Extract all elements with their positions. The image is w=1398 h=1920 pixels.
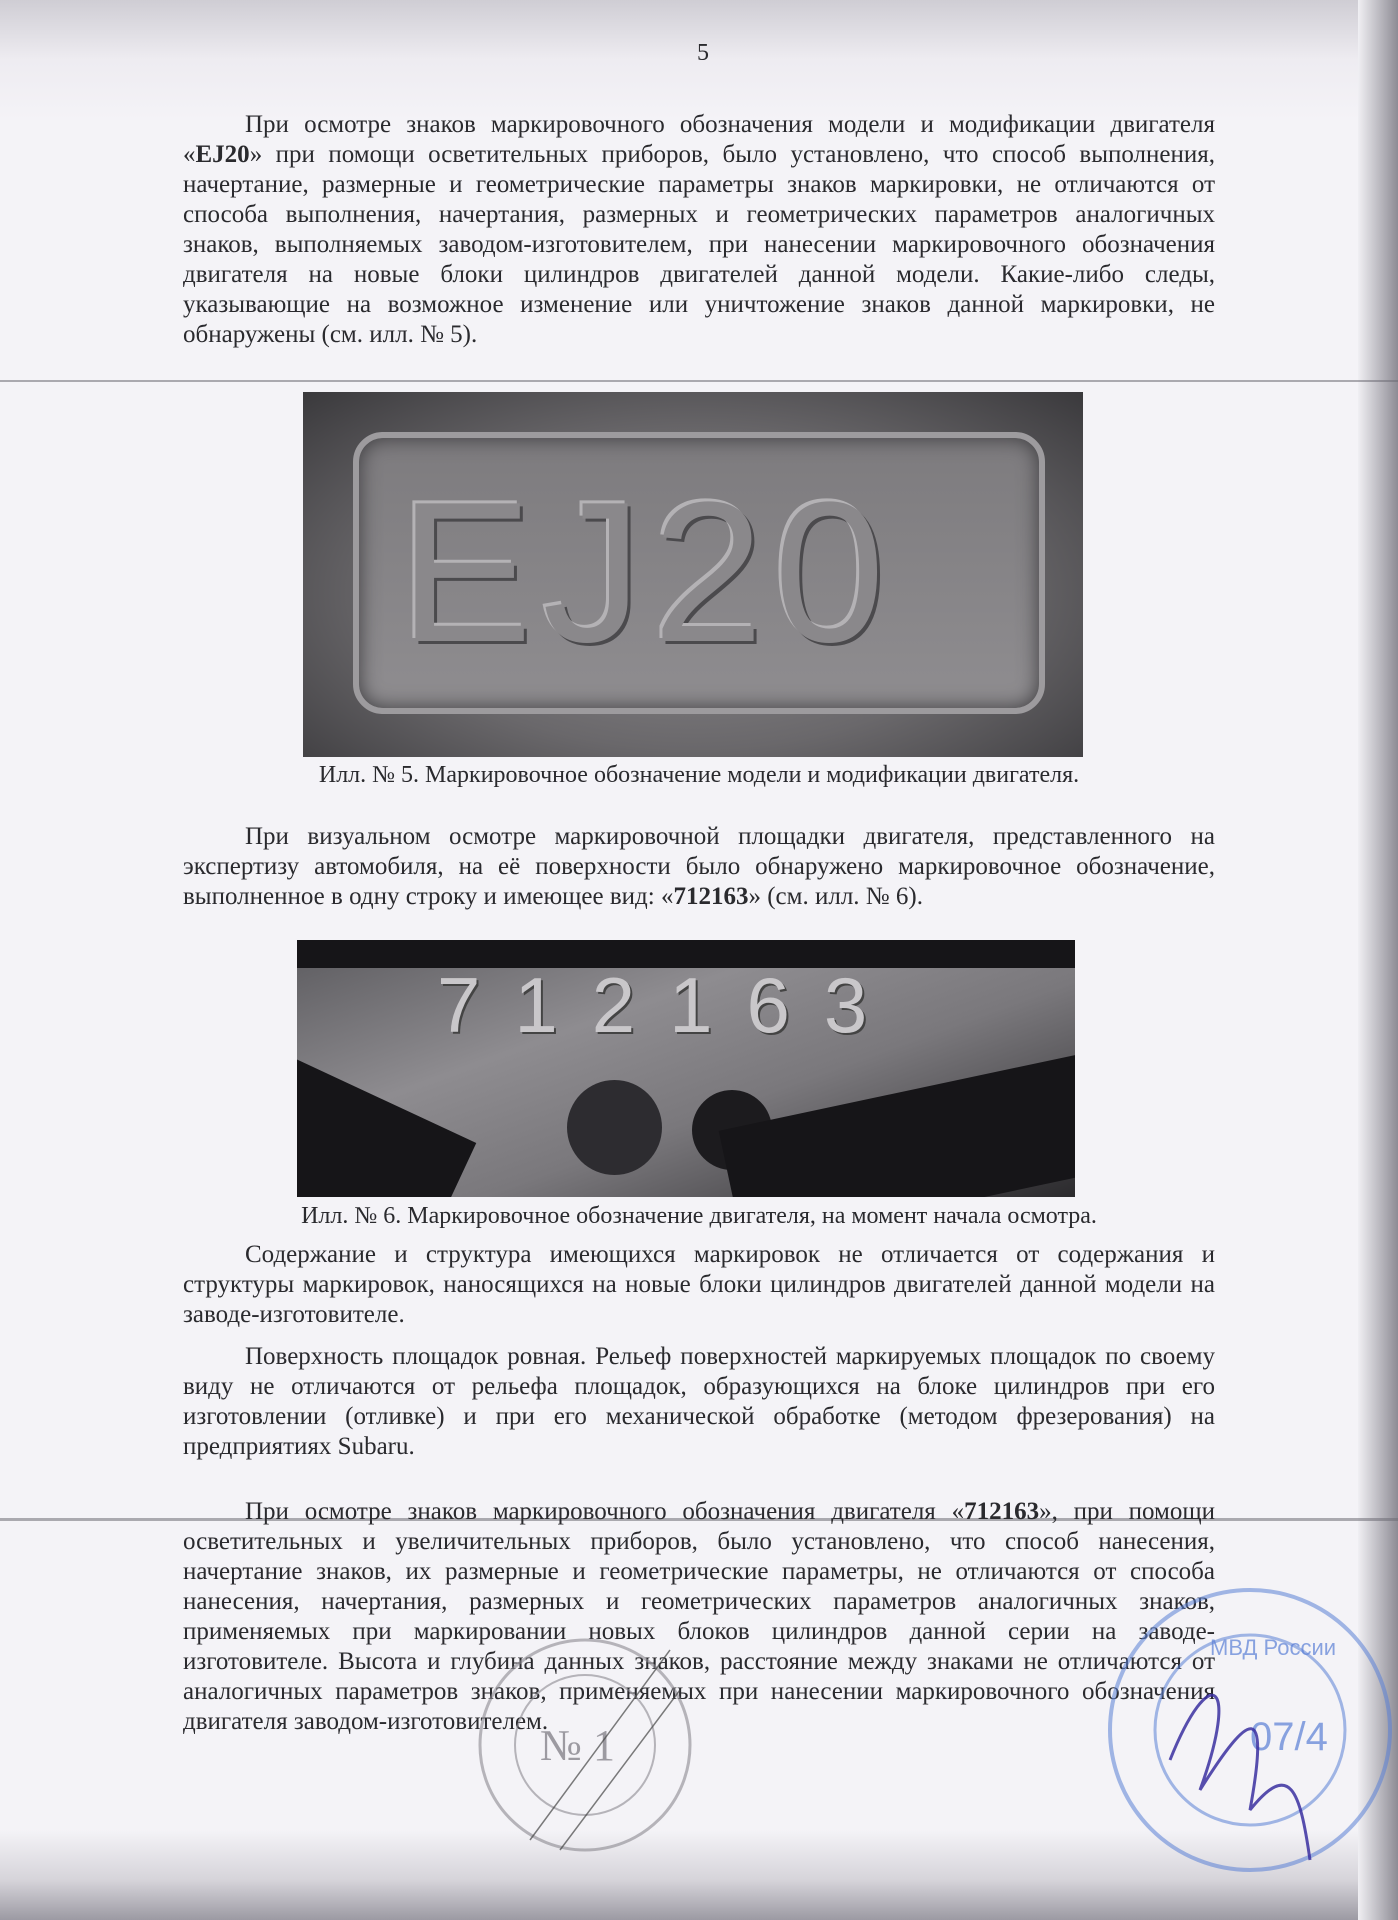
svg-text:МВД России: МВД России (1210, 1635, 1337, 1660)
gray-round-stamp (470, 1630, 700, 1860)
figure-caption-5: Илл. № 5. Маркировочное обозначение модели и модификации двигателя. (318, 762, 1080, 788)
svg-text:07/4: 07/4 (1250, 1715, 1328, 1759)
paragraph-ej20-inspection: При осмотре знаков маркировочного обозначения модели и модификации двигателя «EJ20» при помощи осветительных приборов, было установлено, что способ выполнения, начертание, размерные и геометрические параметры знаков маркировки, не отличаются от способа выполнения, начертания, размерных и геометрических параметров аналогичных знаков, выполняемых заводом-изготовителем, при нанесении маркировочного обозначения двигателя на новые блоки цилиндров двигателей данной модели. Какие-либо следы, указывающие на возможное изменение или уничтожение знаков данной маркировки, не обнаружены (см. илл. № 5). (183, 111, 1215, 348)
paragraph-visual-inspection: При визуальном осмотре маркировочной площадки двигателя, представленного на экспертизу автомобиля, на её поверхности было обнаружено маркировочное обозначение, выполненное в одну строку и имеющее вид: «712163» (см. илл. № 6). (183, 823, 1215, 910)
paragraph-surface: Поверхность площадок ровная. Рельеф поверхностей маркируемых площадок по своему виду не отличаются от рельефа площадок, образующихся на блоке цилиндров при его изготовлении (отливке) и при его механической обработке (методом фрезерования) на предприятиях Subaru. (183, 1343, 1215, 1460)
paragraph-712163-inspection: При осмотре знаков маркировочного обозначения двигателя «712163», при помощи осветительных и увеличительных приборов, было установлено, что способ нанесения, начертание знаков, их размерные и геометрические параметры, не отличаются от способа нанесения, начертания, размерных и геометрических параметров аналогичных знаков, применяемых при маркировании новых блоков цилиндров данной серии на заводе-изготовителе. Высота и глубина данных знаков, расстояние между знаками не отличаются от аналогичных параметров знаков, применяемых при нанесении маркировочного обозначения двигателя заводом-изготовителем. (183, 1498, 1215, 1735)
scan-artifact-line (0, 380, 1398, 382)
svg-text:№ 1: № 1 (540, 1721, 615, 1770)
page-number: 5 (697, 40, 709, 66)
photo-ej20-marking: EJ20 (303, 392, 1083, 757)
photo-712163-marking: 712163 (297, 940, 1075, 1197)
figure-caption-6: Илл. № 6. Маркировочное обозначение двигателя, на момент начала осмотра. (301, 1203, 1097, 1229)
blue-round-stamp (1100, 1560, 1398, 1900)
paragraph-structure: Содержание и структура имеющихся маркировок не отличается от содержания и структуры маркировок, наносящихся на новые блоки цилиндров двигателей данной модели на заводе-изготовителе. (183, 1241, 1215, 1328)
